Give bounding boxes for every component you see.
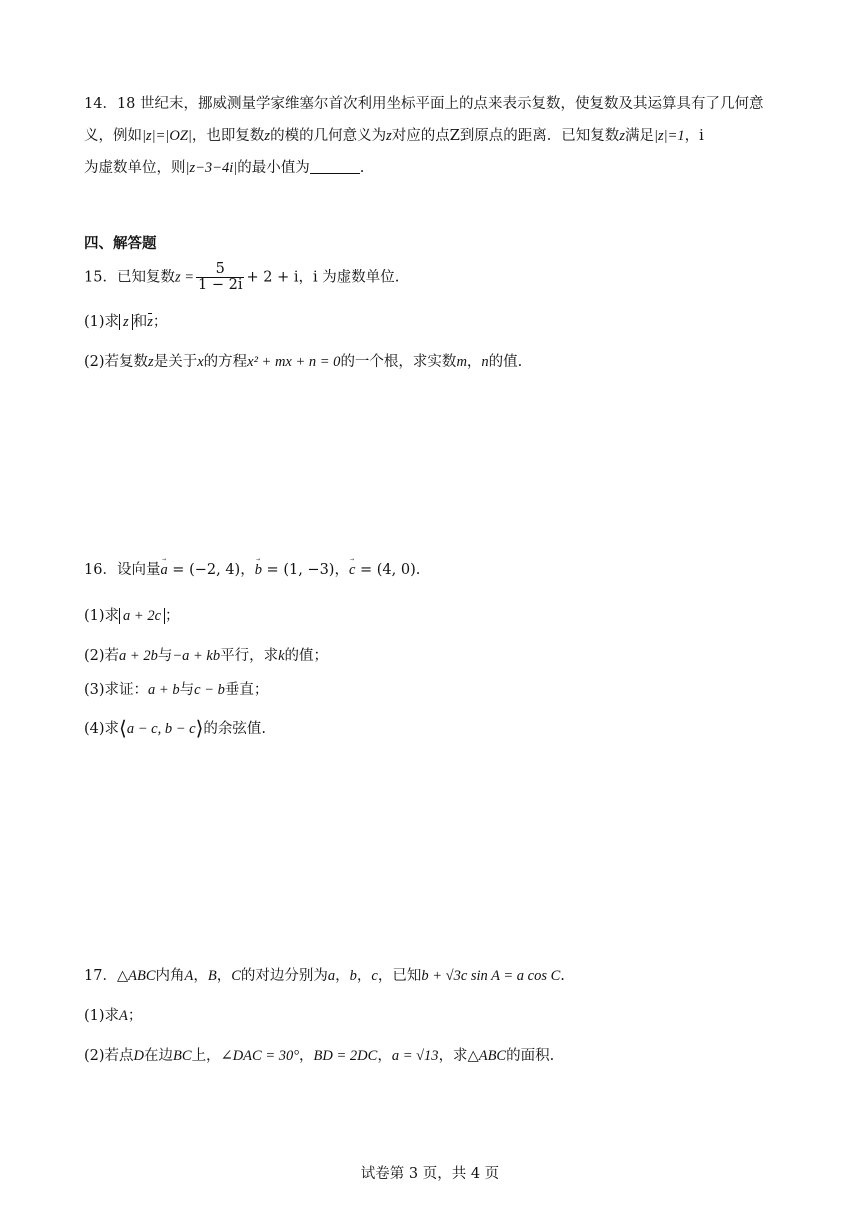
- q15-conj-z: z: [147, 314, 153, 330]
- q16-text: ，: [334, 562, 349, 578]
- q15-text: 已知复数: [116, 269, 175, 286]
- q15-var: z: [148, 354, 154, 370]
- q17-text: ，: [356, 968, 372, 984]
- q15-text: 的方程: [203, 354, 248, 370]
- q17-var: c: [371, 968, 378, 984]
- q16-part2: [84, 646, 328, 666]
- q16-text: 设向量: [116, 562, 161, 578]
- q17-text: ，: [193, 968, 208, 984]
- q16-formula: a − c, b − c: [126, 721, 196, 737]
- vector-c: → c: [349, 560, 355, 580]
- q15-text: ；: [152, 314, 168, 330]
- q15-text: 是关于: [153, 354, 198, 370]
- q17-text: (1)求: [84, 1008, 120, 1024]
- question-number: 14．: [84, 96, 117, 112]
- angle-bracket-left: ⟨: [119, 716, 127, 740]
- q15-part2: [84, 352, 522, 372]
- q14-text: ，也即复数: [191, 128, 265, 144]
- q16-part3: [84, 680, 268, 700]
- q16-text: 与: [157, 648, 173, 664]
- q15-text: ，i 为虚数单位.: [298, 269, 400, 286]
- section-heading: 四、解答题: [84, 235, 157, 252]
- q17-var: D: [133, 1048, 145, 1064]
- q17-text: ，: [377, 1048, 392, 1064]
- q14-formula: |z−3−4i|: [185, 160, 238, 176]
- q17-var: a: [327, 968, 336, 984]
- q14-var: z: [386, 128, 392, 144]
- q14-formula: |z|=|OZ|: [142, 128, 192, 144]
- q17-formula: △ABC: [467, 1048, 507, 1064]
- q16-text: (4)求: [84, 721, 120, 737]
- q17-var: C: [231, 968, 241, 984]
- q16-part1: [84, 606, 180, 626]
- q16-text: 垂直；: [224, 682, 269, 698]
- q15-part1: [84, 312, 167, 332]
- question-number: 15．: [84, 269, 117, 286]
- q16-text: 平行，求: [220, 648, 279, 664]
- q16-text: (1)求: [84, 608, 120, 624]
- q15-formula: x² + mx + n = 0: [247, 354, 341, 370]
- q17-text: ，: [335, 968, 350, 984]
- q16-text: .: [415, 562, 421, 578]
- q17-text: ，求: [438, 1048, 468, 1064]
- q14-line2: [84, 126, 704, 146]
- fraction-denominator: 1 − 2i: [198, 277, 243, 293]
- q17-formula: b + √3c sin A = a cos C: [421, 968, 561, 984]
- q14-text: 满足: [624, 128, 654, 144]
- q16-text: 与: [179, 682, 195, 698]
- q17-text: 的对边分别为: [240, 968, 328, 984]
- question-number: 16．: [84, 562, 117, 578]
- q14-var: z: [264, 128, 271, 144]
- q17-var: b: [349, 968, 357, 984]
- question-number: 17．: [84, 968, 117, 984]
- q16-formula: a + 2b: [119, 648, 158, 664]
- q16-formula: = (4, 0): [355, 562, 416, 578]
- q16-text: (3)求证：: [84, 682, 149, 698]
- q14-formula: |z|=1: [653, 128, 685, 144]
- q15-text: (1)求: [84, 314, 120, 330]
- q16-text: (2)若: [84, 648, 120, 664]
- q15-var: n: [481, 354, 489, 370]
- q17-text: 的面积.: [506, 1048, 555, 1064]
- q15-var: m: [456, 354, 467, 370]
- q14-text: 义，例如: [84, 128, 142, 144]
- q16-text: 的余弦值.: [203, 721, 266, 737]
- q17-text: 在边: [144, 1048, 174, 1064]
- q16-part4: [84, 718, 266, 739]
- q15-formula: z =: [174, 269, 195, 286]
- q16-formula: = (1, −3): [261, 562, 335, 578]
- angle-bracket-right: ⟩: [195, 716, 204, 740]
- q16-formula: c − b: [194, 682, 225, 698]
- q17-part2: [84, 1046, 554, 1066]
- q17-formula: ∠DAC = 30°: [220, 1048, 300, 1064]
- q14-text: 的最小值为: [237, 160, 310, 176]
- q17-text: 内角: [155, 968, 185, 984]
- q17-var: A: [184, 968, 194, 984]
- q14-text: 对应的点: [391, 128, 450, 144]
- q17-text: ，已知: [377, 968, 422, 984]
- q15-stem: [84, 262, 399, 293]
- q17-text: 上，: [191, 1048, 221, 1064]
- q17-var: BC: [173, 1048, 192, 1064]
- q14-text: 的模的几何意义为: [270, 128, 387, 144]
- q15-abs-z: z: [119, 314, 133, 330]
- answer-blank[interactable]: [310, 159, 360, 174]
- q14-text: .: [359, 160, 365, 176]
- q17-stem: [84, 966, 565, 986]
- q16-formula: −a + kb: [172, 648, 221, 664]
- q16-var: k: [278, 648, 285, 664]
- vector-a: → a: [160, 560, 167, 580]
- page-footer: 试卷第 3 页，共 4 页: [360, 1166, 500, 1182]
- q17-part1: [84, 1006, 142, 1026]
- q14-line1: [84, 94, 764, 114]
- q14-var: z: [619, 128, 625, 144]
- q14-text: 18 世纪末，挪威测量学家维塞尔首次利用坐标平面上的点来表示复数，使复数及其运算具有了几何意: [116, 96, 764, 112]
- q17-text: ；: [127, 1008, 143, 1024]
- q14-var: Z: [449, 128, 460, 144]
- q17-formula: BD = 2DC: [313, 1048, 378, 1064]
- q15-formula: + 2 + i: [246, 269, 299, 286]
- vector-b: → b: [255, 560, 262, 580]
- q17-text: ，: [299, 1048, 314, 1064]
- q17-var: B: [207, 968, 217, 984]
- q16-abs-expr: a + 2c: [119, 608, 165, 624]
- q17-formula: △ABC: [116, 968, 156, 984]
- q15-text: (2)若复数: [84, 354, 149, 370]
- q17-formula: a = √13: [391, 1048, 439, 1064]
- q16-formula: = (−2, 4): [167, 562, 241, 578]
- q15-text: ，: [466, 354, 482, 370]
- q15-text: 的值.: [488, 354, 523, 370]
- q15-fraction: [196, 262, 244, 293]
- q17-text: ，: [216, 968, 232, 984]
- q16-text: ，: [240, 562, 255, 578]
- q16-stem: [84, 560, 420, 580]
- q14-text: 为虚数单位，则: [84, 160, 186, 176]
- fraction-numerator: 5: [215, 261, 225, 277]
- q14-text: ，i: [684, 128, 704, 144]
- q14-text: 到原点的距离．已知复数: [459, 128, 620, 144]
- q15-text: 的一个根，求实数: [340, 354, 457, 370]
- q16-formula: a + b: [148, 682, 180, 698]
- q17-text: (2)若点: [84, 1048, 134, 1064]
- q14-line3: [84, 158, 364, 178]
- q15-var: x: [197, 354, 204, 370]
- q17-var: A: [119, 1008, 128, 1024]
- q16-text: ；: [165, 608, 180, 624]
- q17-text: .: [560, 968, 565, 984]
- q16-text: 的值；: [284, 648, 329, 664]
- q15-text: 和: [132, 314, 148, 330]
